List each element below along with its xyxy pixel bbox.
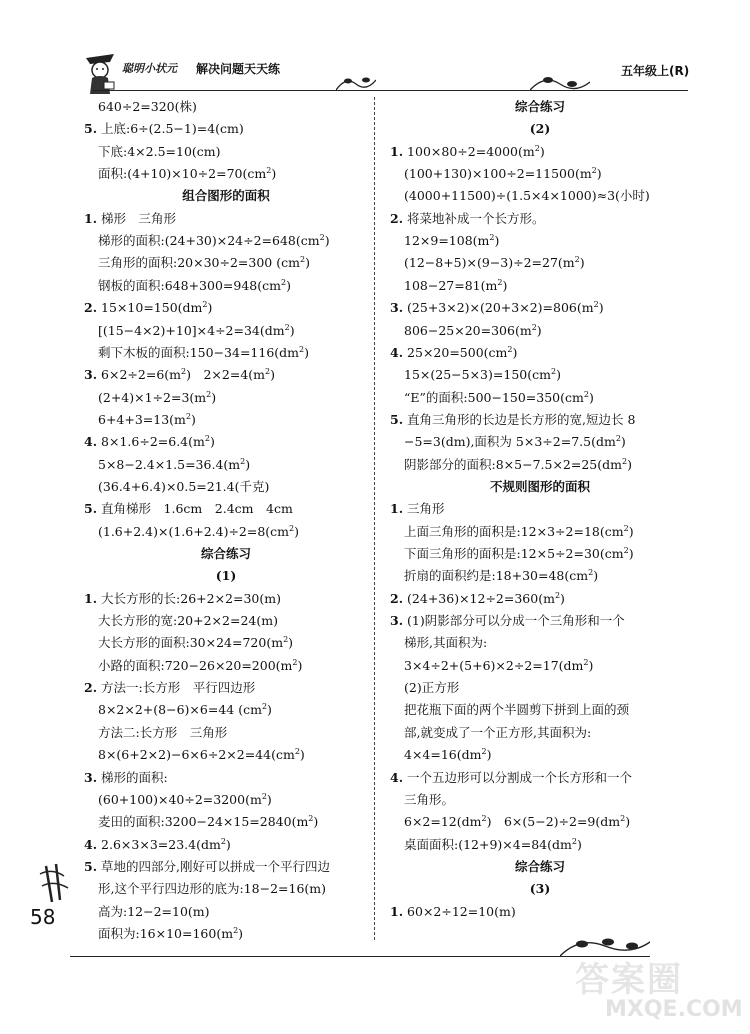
- answer-line: [84, 119, 244, 139]
- question-number: 5.: [84, 501, 98, 517]
- answer-line: $[(15-4\times 2)+10]\times 4\div 2=34(dm^2)$: [98, 322, 295, 338]
- answer-text: 上底:6÷(2.5−1)=4(cm): [97, 121, 244, 137]
- answer-line: 把花瓶下面的两个半圆剪下拼到上面的颈: [404, 702, 630, 718]
- answer-line: [84, 432, 215, 452]
- question-number: 4.: [390, 344, 404, 360]
- answer-line: 大长方形的面积$:30\times 24=720(m^2)$: [98, 635, 294, 651]
- question-number: 1.: [390, 501, 404, 517]
- question-number: 5.: [84, 858, 98, 874]
- answer-line: “E”的面积$:500-150=350(cm^2)$: [404, 389, 594, 405]
- answer-line: [84, 298, 212, 318]
- answer-line: 下面三角形的面积是$:12\times 5\div 2=30(cm^2)$: [404, 546, 634, 561]
- answer-line: (36.4+6.4)×0.5=21.4(千克): [98, 478, 270, 494]
- question-number: 3.: [390, 300, 404, 316]
- question-number: 3.: [84, 367, 98, 383]
- answer-text: $15\times 10=150(dm^2)$: [97, 300, 213, 316]
- answer-line: [390, 768, 632, 788]
- answer-line: 大长方形的宽:20+2×2=24(m): [98, 613, 278, 629]
- answer-text: 一个五边形可以分割成一个长方形和一个: [403, 769, 633, 785]
- answer-line: (2)正方形: [404, 680, 460, 696]
- answer-line: $15\times(25-5\times 3)=150(cm^2)$: [404, 367, 561, 383]
- watermark-logo: 答案圈: [575, 960, 683, 1000]
- section-heading: (1): [215, 568, 237, 584]
- question-number: 2.: [84, 680, 98, 696]
- answer-line: [390, 589, 565, 609]
- question-number: 4.: [390, 769, 404, 785]
- answer-line: [390, 209, 545, 229]
- answer-line: 折扇的面积约是$:18+30=48(cm^2)$: [404, 568, 599, 584]
- answer-line: 面积为$:16\times 10=160(m^2)$: [98, 925, 244, 941]
- section-heading: 综合练习: [514, 858, 565, 874]
- answer-text: 将菜地补成一个长方形。: [403, 210, 545, 226]
- section-heading: (2): [529, 121, 551, 137]
- answer-line: 640÷2=320(株): [98, 99, 197, 114]
- answer-line: $(60+100)\times 40\div 2=3200(m^2)$: [98, 791, 272, 807]
- answer-text: 直角梯形 1.6cm 2.4cm 4cm: [97, 501, 293, 517]
- answer-text: 60×2÷12=10(m): [403, 903, 516, 919]
- section-heading: 不规则图形的面积: [489, 478, 590, 494]
- answer-line: 方法二:长方形 三角形: [98, 724, 228, 740]
- answer-line: $5\times 8-2.4\times 1.5=36.4(m^2)$: [98, 456, 251, 472]
- answer-line: (4000+11500)÷(1.5×4×1000)≈3(小时): [404, 188, 650, 204]
- question-number: 3.: [390, 613, 404, 629]
- answer-line: 8×2×2+(8−6)×6=44 $(cm^2)$: [98, 702, 272, 718]
- page-header: [0, 40, 750, 102]
- answer-line: 高为:12−2=10(m): [98, 903, 210, 919]
- grade-label: 五年级上(R): [621, 64, 690, 78]
- answer-line: 梯形的面积$:(24+30)\times 24\div 2=648(cm^2)$: [98, 233, 330, 249]
- question-number: 2.: [390, 590, 404, 606]
- answer-line: 形,这个平行四边形的底为:18−2=16(m): [98, 881, 327, 897]
- header-rule: [92, 90, 688, 91]
- answer-line: [84, 768, 168, 788]
- answer-text: $8\times 1.6\div 2=6.4(m^2)$: [97, 434, 215, 450]
- series-title: 解决问题天天练: [196, 62, 281, 76]
- answer-line: 剩下木板的面积$:150-34=116(dm^2)$: [98, 344, 309, 360]
- scholar-boy-icon: [80, 48, 120, 96]
- answer-line: [84, 589, 281, 609]
- answer-line: $(100+130)\times 100\div 2=11500(m^2)$: [404, 166, 602, 182]
- answer-line: 三角形。: [404, 791, 455, 807]
- answer-line: [390, 298, 604, 318]
- answer-line: [84, 499, 293, 519]
- question-number: 4.: [84, 434, 98, 450]
- question-number: 5.: [84, 121, 98, 137]
- answer-line: $4\times 4=16(dm^2)$: [404, 747, 492, 763]
- answer-line: $12\times 9=108(m^2)$: [404, 233, 500, 249]
- answer-text: $25\times 20=500(cm^2)$: [403, 344, 518, 360]
- answer-line: $(12-8+5)\times(9-3)\div 2=27(m^2)$: [404, 255, 585, 271]
- answer-text: 梯形 三角形: [97, 210, 177, 226]
- answer-line: $806-25\times 20=306(m^2)$: [404, 322, 542, 338]
- answer-line: [390, 410, 635, 430]
- answer-text: 方法一:长方形 平行四边形: [97, 680, 256, 696]
- vine-ornament-icon: [336, 72, 376, 92]
- page-number: 58: [30, 905, 56, 929]
- answer-text: $100\times 80\div 2=4000(m^2)$: [403, 143, 545, 159]
- bamboo-ornament-icon: [38, 862, 72, 906]
- answer-text: 梯形的面积:: [97, 769, 168, 785]
- watermark-url: MXQE.COM: [605, 997, 743, 1022]
- question-number: 3.: [84, 769, 98, 785]
- answer-text: 三角形: [403, 501, 445, 517]
- answer-text: $(25+3\times 2)\times(20+3\times 2)=806(m^2)$: [403, 300, 604, 316]
- answer-line: $(2+4)\times 1\div 2=3(m^2)$: [98, 389, 217, 405]
- question-number: 1.: [84, 210, 98, 226]
- answer-line: $6\times 2=12(dm^2)$ $6\times(5-2)\div 2=9(dm^2)$: [404, 814, 631, 830]
- logo-text: 聪明小状元: [122, 62, 177, 75]
- question-number: 2.: [390, 210, 404, 226]
- answer-line: [84, 209, 176, 229]
- question-number: 4.: [84, 836, 98, 852]
- answer-line: [84, 857, 330, 877]
- answer-text: 大长方形的长:26+2×2=30(m): [97, 590, 281, 606]
- section-heading: 综合练习: [514, 99, 565, 114]
- question-number: 2.: [84, 300, 98, 316]
- answer-line: −5=3(dm),面积为 $5\times 3\div 2=7.5(dm^2)$: [404, 434, 626, 450]
- answer-line: 小路的面积$:720-26\times 20=200(m^2)$: [98, 657, 303, 673]
- answer-text: $6\times 2\div 2=6(m^2)$ $2\times 2=4(m^2)$: [97, 367, 275, 383]
- section-heading: (3): [529, 881, 551, 897]
- answer-line: [84, 365, 275, 385]
- answer-text: 草地的四部分,刚好可以拼成一个平行四边: [97, 858, 331, 874]
- answer-line: [84, 678, 255, 698]
- answer-line: [390, 902, 516, 922]
- answer-line: 下底:4×2.5=10(cm): [98, 143, 221, 159]
- answer-text: $2.6\times 3\times 3=23.4(dm^2)$: [97, 836, 231, 852]
- answer-line: 上面三角形的面积是$:12\times 3\div 2=18(cm^2)$: [404, 523, 634, 539]
- answer-line: [390, 611, 625, 631]
- section-heading: 综合练习: [200, 546, 251, 561]
- question-number: 5.: [390, 411, 404, 427]
- column-divider: [374, 97, 375, 940]
- answer-line: [390, 142, 545, 162]
- answer-line: [84, 835, 231, 855]
- answer-line: $6+4+3=13(m^2)$: [98, 411, 196, 427]
- answer-line: 钢板的面积$:648+300=948(cm^2)$: [98, 277, 291, 293]
- answer-line: [390, 343, 517, 363]
- question-number: 1.: [390, 143, 404, 159]
- answer-line: 麦田的面积$:3200-24\times 15=2840(m^2)$: [98, 814, 319, 830]
- answer-line: 桌面面积$:(12+9)\times 4=84(dm^2)$: [404, 836, 582, 852]
- section-heading: 组合图形的面积: [182, 188, 270, 204]
- answer-text: $(24+36)\times 12\div 2=360(m^2)$: [403, 590, 565, 606]
- answer-line: 阴影部分的面积$:8\times 5-7.5\times 2=25(dm^2)$: [404, 456, 632, 472]
- question-number: 1.: [84, 590, 98, 606]
- answer-text: (1)阴影部分可以分成一个三角形和一个: [403, 613, 625, 629]
- answer-line: 面积$:(4+10)\times 10\div 2=70(cm^2)$: [98, 166, 277, 182]
- answer-line: $3\times 4\div 2+(5+6)\times 2\div 2=17(dm^2)$: [404, 657, 594, 673]
- question-number: 1.: [390, 903, 404, 919]
- answer-line: $108-27=81(m^2)$: [404, 277, 508, 293]
- answer-line: 梯形,其面积为:: [404, 635, 488, 651]
- answer-line: 三角形的面积:20×30÷2=300 $(cm^2)$: [98, 255, 310, 271]
- answer-line: 部,就变成了一个正方形,其面积为:: [404, 724, 592, 740]
- answer-line: $8\times(6+2\times 2)-6\times 6\div 2\times 2=44(cm^2)$: [98, 747, 305, 763]
- answer-line: [390, 499, 445, 519]
- answer-text: 直角三角形的长边是长方形的宽,短边长 8: [403, 411, 636, 427]
- answer-line: $(1.6+2.4)\times(1.6+2.4)\div 2=8(cm^2)$: [98, 523, 300, 539]
